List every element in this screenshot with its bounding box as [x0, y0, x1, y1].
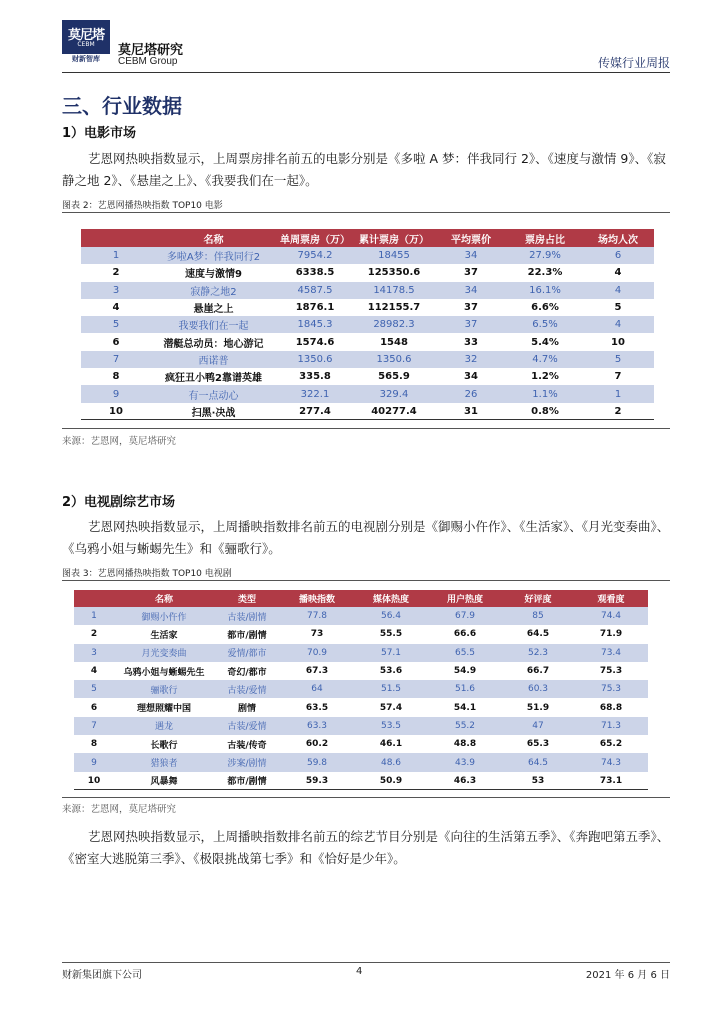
table-cell: 34 — [434, 282, 508, 299]
table-row — [81, 316, 654, 333]
table-cell: 34 — [434, 247, 508, 264]
tv-col-header — [74, 590, 114, 607]
table-cell: 理想照耀中国 — [114, 698, 214, 716]
film-top10-table — [81, 229, 654, 420]
table-cell: 骊歌行 — [114, 680, 214, 698]
table-cell: 乌鸦小姐与蜥蜴先生 — [114, 662, 214, 680]
table-cell: 65.2 — [574, 735, 648, 753]
tv-col-header: 播映指数 — [280, 590, 354, 607]
table-cell: 7954.2 — [276, 247, 354, 264]
table-cell: 5 — [74, 680, 114, 698]
header-divider — [62, 72, 670, 73]
logo-text-sub: 财新智库 — [62, 54, 110, 64]
table-row — [81, 299, 654, 316]
table-cell: 都市/剧情 — [214, 625, 280, 643]
table-cell: 26 — [434, 385, 508, 402]
table-row — [74, 680, 648, 698]
page-number: 4 — [356, 966, 363, 977]
company-name-en: CEBM Group — [118, 56, 178, 67]
table-cell: 古装/爱情 — [214, 717, 280, 735]
table-row — [81, 264, 654, 281]
table-cell: 46.3 — [428, 772, 502, 790]
table-cell: 扫黑·决战 — [151, 403, 276, 420]
table-row — [74, 625, 648, 643]
film-col-header — [81, 229, 151, 247]
table-cell: 335.8 — [276, 368, 354, 385]
table-cell: 1.2% — [508, 368, 582, 385]
table-cell: 66.7 — [502, 662, 574, 680]
table-row — [74, 735, 648, 753]
table-cell: 54.9 — [428, 662, 502, 680]
table-cell: 22.3% — [508, 264, 582, 281]
variety-paragraph: 艺恩网热映指数显示，上周播映指数排名前五的综艺节目分别是《向往的生活第五季》、《奔跑吧第五季》、《密室大逃脱第三季》、《极限挑战第七季》和《恰好是少年》。 — [62, 829, 670, 866]
table-cell: 73 — [280, 625, 354, 643]
film-col-header: 名称 — [151, 229, 276, 247]
company-logo — [62, 20, 110, 64]
table-cell: 66.6 — [428, 625, 502, 643]
table-row — [74, 753, 648, 771]
table-cell: 2 — [582, 403, 654, 420]
film-col-header: 累计票房（万） — [354, 229, 434, 247]
table-cell: 55.5 — [354, 625, 428, 643]
table-cell: 8 — [74, 735, 114, 753]
table-cell: 奇幻/都市 — [214, 662, 280, 680]
logo-text-cn: 莫尼塔 — [67, 28, 104, 43]
table-cell: 5 — [81, 316, 151, 333]
table-cell: 生活家 — [114, 625, 214, 643]
table-cell: 1845.3 — [276, 316, 354, 333]
table-cell: 6338.5 — [276, 264, 354, 281]
table-cell: 48.6 — [354, 753, 428, 771]
table-cell: 63.5 — [280, 698, 354, 716]
table-cell: 47 — [502, 717, 574, 735]
table-cell: 4.7% — [508, 351, 582, 368]
table-cell: 50.9 — [354, 772, 428, 790]
film-table-source: 来源：艺恩网，莫尼塔研究 — [62, 436, 177, 447]
table-cell: 125350.6 — [354, 264, 434, 281]
table-cell: 65.3 — [502, 735, 574, 753]
table-cell: 9 — [81, 385, 151, 402]
table-cell: 28982.3 — [354, 316, 434, 333]
table-cell: 64.5 — [502, 753, 574, 771]
table-cell: 1350.6 — [354, 351, 434, 368]
table-cell: 51.5 — [354, 680, 428, 698]
table-cell: 西诺普 — [151, 351, 276, 368]
table-cell: 4587.5 — [276, 282, 354, 299]
table-cell: 4 — [582, 264, 654, 281]
table-cell: 40277.4 — [354, 403, 434, 420]
table-cell: 68.8 — [574, 698, 648, 716]
table-cell: 329.4 — [354, 385, 434, 402]
table-cell: 我要我们在一起 — [151, 316, 276, 333]
tv-table-bottom-rule — [62, 797, 670, 798]
logo-text-en: CEBM — [77, 41, 95, 48]
table-row — [74, 644, 648, 662]
tv-col-header: 观看度 — [574, 590, 648, 607]
tv-caption-rule — [62, 580, 670, 581]
table-cell: 31 — [434, 403, 508, 420]
table-cell: 10 — [74, 772, 114, 790]
tv-col-header: 媒体热度 — [354, 590, 428, 607]
table-cell: 70.9 — [280, 644, 354, 662]
table-cell: 60.3 — [502, 680, 574, 698]
film-heading: 1）电影市场 — [62, 126, 137, 141]
table-row — [81, 247, 654, 264]
table-cell: 9 — [74, 753, 114, 771]
report-date: 2021 年 6 月 6 日 — [585, 970, 670, 981]
table-cell: 53.5 — [354, 717, 428, 735]
table-cell: 14178.5 — [354, 282, 434, 299]
table-cell: 59.8 — [280, 753, 354, 771]
film-table-header — [81, 229, 654, 247]
table-cell: 37 — [434, 299, 508, 316]
table-cell: 64 — [280, 680, 354, 698]
table-cell: 4 — [74, 662, 114, 680]
table-cell: 2 — [74, 625, 114, 643]
company-name-cn: 莫尼塔研究 — [118, 43, 184, 58]
table-cell: 2 — [81, 264, 151, 281]
film-col-header: 场均人次 — [582, 229, 654, 247]
film-col-header: 平均票价 — [434, 229, 508, 247]
tv-table-source: 来源：艺恩网，莫尼塔研究 — [62, 804, 177, 815]
table-cell: 1876.1 — [276, 299, 354, 316]
table-cell: 55.2 — [428, 717, 502, 735]
table-row — [74, 607, 648, 625]
table-cell: 37 — [434, 264, 508, 281]
table-cell: 6 — [81, 333, 151, 350]
table-row — [81, 385, 654, 402]
table-cell: 77.8 — [280, 607, 354, 625]
table-row — [81, 282, 654, 299]
table-cell: 53.6 — [354, 662, 428, 680]
table-cell: 277.4 — [276, 403, 354, 420]
table-cell: 6.5% — [508, 316, 582, 333]
table-cell: 古装/爱情 — [214, 680, 280, 698]
table-cell: 0.8% — [508, 403, 582, 420]
table-cell: 疯狂丑小鸭2靠谱英雄 — [151, 368, 276, 385]
table-row — [81, 333, 654, 350]
table-cell: 6 — [582, 247, 654, 264]
table-cell: 75.3 — [574, 662, 648, 680]
tv-col-header: 名称 — [114, 590, 214, 607]
table-cell: 60.2 — [280, 735, 354, 753]
table-cell: 有一点动心 — [151, 385, 276, 402]
report-type: 传媒行业周报 — [597, 56, 670, 70]
table-cell: 37 — [434, 316, 508, 333]
table-cell: 5 — [582, 299, 654, 316]
table-cell: 风暴舞 — [114, 772, 214, 790]
table-cell: 46.1 — [354, 735, 428, 753]
table-cell: 寂静之地2 — [151, 282, 276, 299]
tv-col-header: 用户热度 — [428, 590, 502, 607]
table-cell: 多啦A梦：伴我同行2 — [151, 247, 276, 264]
table-cell: 涉案/剧情 — [214, 753, 280, 771]
table-cell: 4 — [582, 316, 654, 333]
table-cell: 悬崖之上 — [151, 299, 276, 316]
table-row — [81, 351, 654, 368]
section-title: 三、行业数据 — [62, 94, 182, 118]
table-cell: 34 — [434, 368, 508, 385]
table-row — [74, 662, 648, 680]
table-cell: 565.9 — [354, 368, 434, 385]
table-cell: 长歌行 — [114, 735, 214, 753]
table-row — [74, 717, 648, 735]
table-cell: 7 — [81, 351, 151, 368]
film-table-bottom-rule — [62, 428, 670, 429]
table-cell: 1574.6 — [276, 333, 354, 350]
table-cell: 74.3 — [574, 753, 648, 771]
table-cell: 3 — [81, 282, 151, 299]
table-cell: 48.8 — [428, 735, 502, 753]
table-cell: 52.3 — [502, 644, 574, 662]
table-cell: 1548 — [354, 333, 434, 350]
table-cell: 7 — [74, 717, 114, 735]
table-cell: 71.9 — [574, 625, 648, 643]
table-cell: 18455 — [354, 247, 434, 264]
table-cell: 33 — [434, 333, 508, 350]
table-cell: 遇龙 — [114, 717, 214, 735]
tv-table-header — [74, 590, 648, 607]
table-cell: 112155.7 — [354, 299, 434, 316]
table-cell: 1.1% — [508, 385, 582, 402]
table-cell: 85 — [502, 607, 574, 625]
film-col-header: 票房占比 — [508, 229, 582, 247]
table-cell: 53 — [502, 772, 574, 790]
table-cell: 51.6 — [428, 680, 502, 698]
table-cell: 古装/传奇 — [214, 735, 280, 753]
footer-divider — [62, 962, 670, 963]
table-cell: 5.4% — [508, 333, 582, 350]
tv-col-header: 好评度 — [502, 590, 574, 607]
table-cell: 56.4 — [354, 607, 428, 625]
table-cell: 67.9 — [428, 607, 502, 625]
table-cell: 10 — [582, 333, 654, 350]
table-cell: 1 — [74, 607, 114, 625]
table-row — [74, 698, 648, 716]
tv-col-header: 类型 — [214, 590, 280, 607]
table-cell: 6.6% — [508, 299, 582, 316]
table-cell: 4 — [582, 282, 654, 299]
tv-heading: 2）电视剧综艺市场 — [62, 495, 176, 510]
tv-top10-table — [74, 590, 648, 790]
table-cell: 月光变奏曲 — [114, 644, 214, 662]
table-cell: 爱情/都市 — [214, 644, 280, 662]
table-cell: 4 — [81, 299, 151, 316]
table-cell: 16.1% — [508, 282, 582, 299]
table-cell: 54.1 — [428, 698, 502, 716]
film-table-caption: 图表 2：艺恩网播热映指数 TOP10 电影 — [62, 201, 223, 211]
tv-paragraph: 艺恩网热映指数显示，上周播映指数排名前五的电视剧分别是《御赐小仵作》、《生活家》、《月光变奏曲》、《乌鸦小姐与蜥蜴先生》和《骊歌行》。 — [62, 519, 670, 556]
film-paragraph: 艺恩网热映指数显示，上周票房排名前五的电影分别是《多啦 A 梦：伴我同行 2》、《速度与激情 9》、《寂静之地 2》、《悬崖之上》、《我要我们在一起》。 — [62, 151, 666, 188]
table-cell: 古装/剧情 — [214, 607, 280, 625]
table-cell: 7 — [582, 368, 654, 385]
table-cell: 57.4 — [354, 698, 428, 716]
table-cell: 64.5 — [502, 625, 574, 643]
table-cell: 67.3 — [280, 662, 354, 680]
table-cell: 1 — [81, 247, 151, 264]
table-row — [81, 368, 654, 385]
table-cell: 75.3 — [574, 680, 648, 698]
table-cell: 74.4 — [574, 607, 648, 625]
table-cell: 剧情 — [214, 698, 280, 716]
table-cell: 10 — [81, 403, 151, 420]
table-cell: 32 — [434, 351, 508, 368]
table-row — [81, 403, 654, 420]
table-cell: 59.3 — [280, 772, 354, 790]
tv-table-caption: 图表 3：艺恩网播热映指数 TOP10 电视剧 — [62, 569, 232, 579]
table-cell: 27.9% — [508, 247, 582, 264]
footer-company: 财新集团旗下公司 — [62, 970, 142, 981]
table-row — [74, 772, 648, 790]
table-cell: 6 — [74, 698, 114, 716]
table-cell: 都市/剧情 — [214, 772, 280, 790]
table-cell: 43.9 — [428, 753, 502, 771]
table-cell: 63.3 — [280, 717, 354, 735]
table-cell: 速度与激情9 — [151, 264, 276, 281]
table-cell: 潜艇总动员：地心游记 — [151, 333, 276, 350]
table-cell: 322.1 — [276, 385, 354, 402]
table-cell: 8 — [81, 368, 151, 385]
table-cell: 1350.6 — [276, 351, 354, 368]
table-cell: 3 — [74, 644, 114, 662]
table-cell: 73.1 — [574, 772, 648, 790]
film-caption-rule — [62, 212, 670, 213]
table-cell: 5 — [582, 351, 654, 368]
table-cell: 御赐小仵作 — [114, 607, 214, 625]
table-cell: 51.9 — [502, 698, 574, 716]
film-col-header: 单周票房（万） — [276, 229, 354, 247]
table-cell: 57.1 — [354, 644, 428, 662]
table-cell: 65.5 — [428, 644, 502, 662]
table-cell: 71.3 — [574, 717, 648, 735]
table-cell: 1 — [582, 385, 654, 402]
table-cell: 猎狼者 — [114, 753, 214, 771]
table-cell: 73.4 — [574, 644, 648, 662]
